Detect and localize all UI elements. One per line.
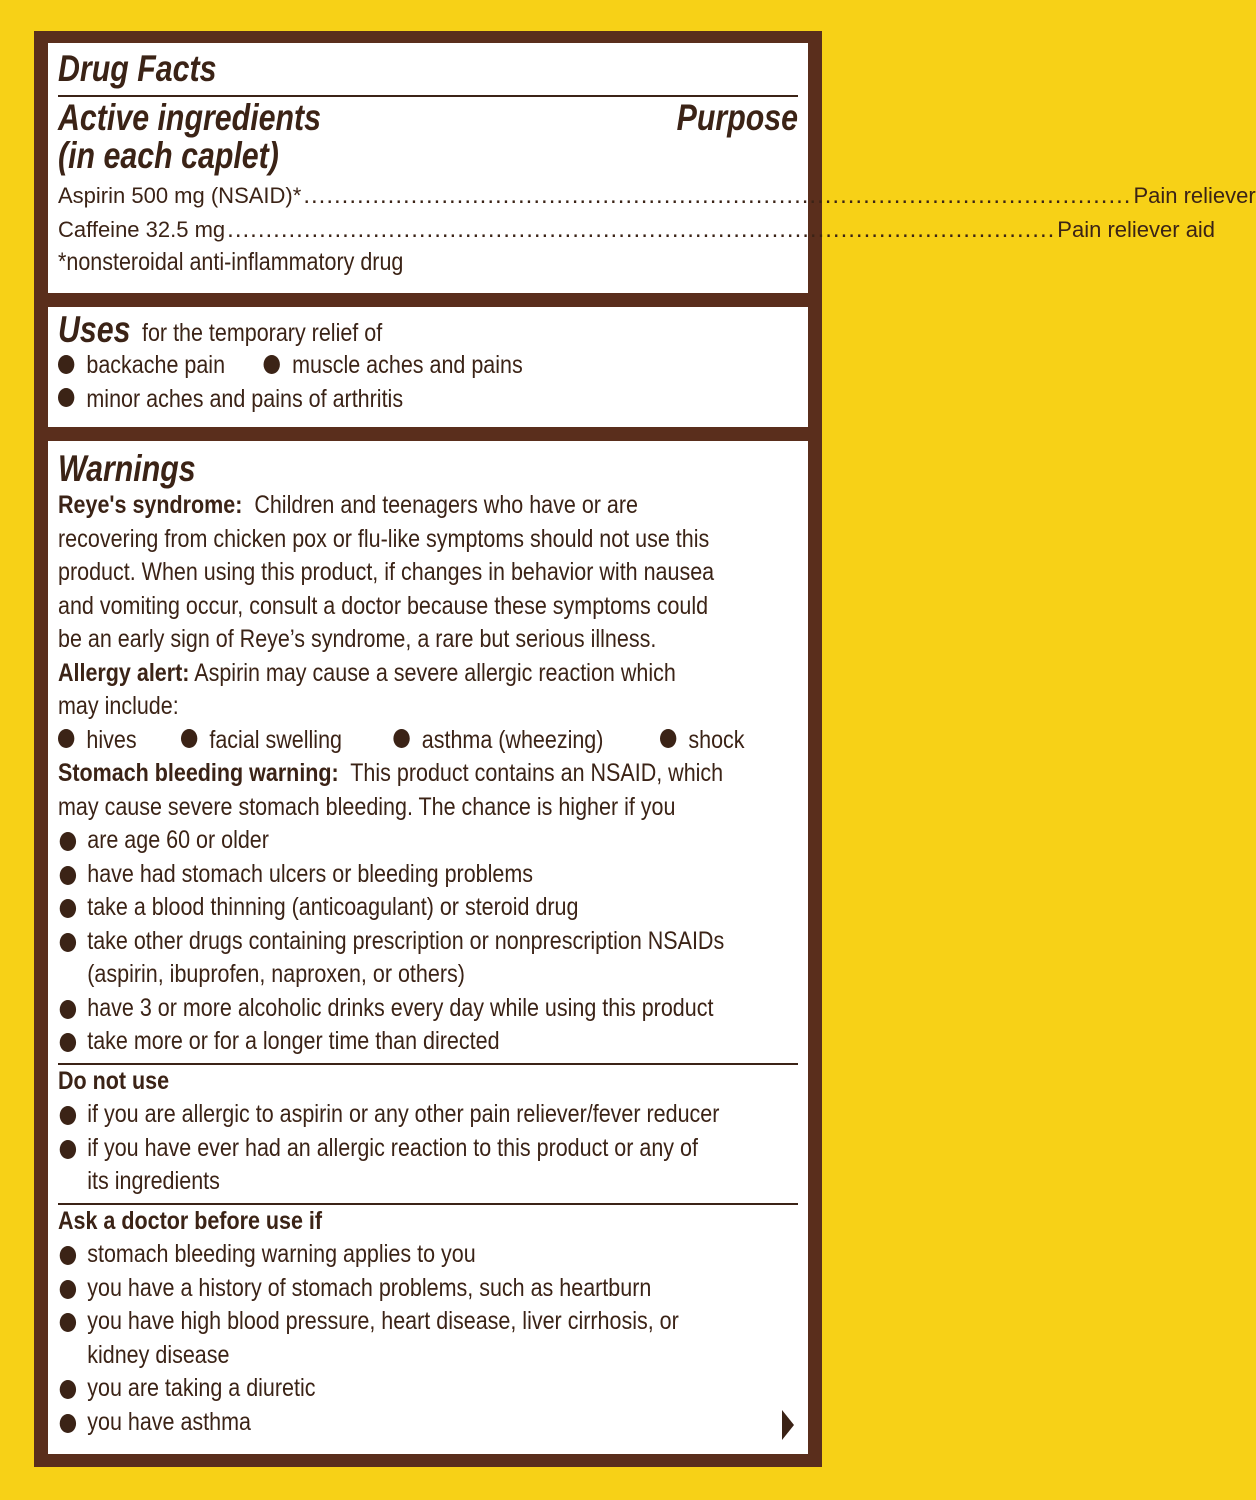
leader-dots: ............................................................................................................: [227, 215, 1056, 243]
allergy-line: [58, 657, 694, 691]
list-item: [58, 1025, 694, 1059]
ingredient-name: Aspirin 500 mg (NSAID)*: [58, 183, 302, 208]
uses-list-row: [58, 383, 694, 417]
bullet-dot-icon: [60, 1380, 76, 1399]
purpose-heading: Purpose: [676, 97, 798, 138]
list-item: muscle aches and pains: [292, 351, 523, 379]
ingredient-purpose: Pain reliever: [1133, 183, 1256, 208]
bullet-dot-icon: [393, 729, 409, 748]
bullet-dot-icon: [58, 729, 74, 748]
do-not-use-heading: Do not use: [58, 1066, 170, 1095]
bullet-dot-icon: [60, 1280, 76, 1299]
reyes-line: [58, 489, 694, 523]
list-item: [58, 1372, 694, 1406]
ingredient-row: [58, 213, 1216, 247]
bullet-dot-icon: [58, 355, 74, 374]
list-item-text: its ingredients: [87, 1167, 220, 1195]
list-item: [58, 1238, 694, 1272]
text-line: may include:: [58, 692, 179, 720]
bullet-dot-icon: [60, 1414, 76, 1433]
list-item: facial swelling: [209, 725, 343, 754]
list-item-continuation: [58, 1165, 694, 1199]
text-line: be an early sign of Reye’s syndrome, a rare but serious illness.: [58, 625, 657, 653]
bullet-dot-icon: [58, 388, 74, 407]
active-ingredients-heading: Active ingredients: [58, 97, 322, 138]
stomach-line: [58, 757, 724, 791]
bullet-dot-icon: [60, 1033, 76, 1052]
list-item: [58, 1406, 694, 1440]
list-item: hives: [86, 725, 137, 754]
list-item-continuation: [58, 958, 694, 992]
bullet-dot-icon: [181, 729, 197, 748]
text-line: and vomiting occur, consult a doctor because these symptoms could: [58, 591, 709, 620]
list-item: [58, 891, 694, 925]
list-item-text: you have a history of stomach problems, such as heartburn: [87, 1273, 652, 1302]
ask-doctor-heading: Ask a doctor before use if: [58, 1206, 323, 1235]
active-ingredients-panel: [48, 43, 1256, 293]
ingredient-name: Caffeine 32.5 mg: [58, 216, 226, 242]
list-item: asthma (wheezing): [421, 725, 604, 754]
footnote: *nonsteroidal anti-inflammatory drug: [58, 248, 404, 276]
drug-facts-frame: [34, 31, 1256, 1467]
bullet-dot-icon: [660, 729, 676, 748]
list-item: [58, 824, 694, 858]
list-item-text: stomach bleeding warning applies to you: [87, 1240, 476, 1268]
bullet-dot-icon: [264, 355, 280, 374]
warnings-title: Warnings: [58, 448, 196, 489]
text-line: may cause severe stomach bleeding. The chance is higher if you: [58, 792, 676, 821]
list-item: [58, 1098, 720, 1132]
drug-facts-title: Drug Facts: [58, 48, 217, 89]
list-item-text: are age 60 or older: [87, 826, 269, 854]
list-item-text: if you have ever had an allergic reaction to this product or any of: [87, 1133, 698, 1162]
list-item-text: if you are allergic to aspirin or any other pain reliever/fever reducer: [87, 1100, 720, 1128]
right-triangle-arrow-icon: [782, 1410, 794, 1440]
list-item: minor aches and pains of arthritis: [86, 384, 404, 413]
ingredient-purpose: Pain reliever aid: [1057, 216, 1216, 242]
active-ingredients-header: [58, 97, 798, 175]
bullet-dot-icon: [60, 899, 76, 918]
uses-intro: for the temporary relief of: [142, 319, 383, 347]
list-item-text: kidney disease: [87, 1340, 230, 1369]
list-item: [58, 992, 714, 1026]
list-item: [58, 1305, 694, 1339]
uses-title: Uses: [58, 309, 131, 350]
list-item-text: you have high blood pressure, heart disease, liver cirrhosis, or: [87, 1307, 679, 1335]
list-item-text: take a blood thinning (anticoagulant) or steroid drug: [87, 893, 579, 921]
bullet-dot-icon: [60, 832, 76, 851]
list-item: [58, 925, 725, 959]
list-item-text: take other drugs containing prescription or nonprescription NSAIDs: [87, 926, 725, 955]
list-item-text: have had stomach ulcers or bleeding problems: [87, 859, 534, 888]
text-line: This product contains an NSAID, which: [350, 759, 724, 787]
list-item: [58, 858, 694, 892]
text-line: Children and teenagers who have or are: [254, 491, 638, 519]
stomach-label: Stomach bleeding warning:: [58, 759, 339, 787]
warnings-panel: [48, 441, 808, 1454]
leader-dots: ............................................................................................................: [303, 182, 1132, 209]
list-item-text: you are taking a diuretic: [87, 1374, 316, 1402]
list-item: [58, 1132, 698, 1166]
bullet-dot-icon: [60, 1313, 76, 1332]
bullet-dot-icon: [60, 1000, 76, 1019]
text-line: product. When using this product, if changes in behavior with nausea: [58, 558, 715, 586]
list-item: backache pain: [86, 351, 226, 379]
bullet-dot-icon: [60, 1106, 76, 1125]
uses-panel: [48, 307, 808, 427]
reyes-label: Reye's syndrome:: [58, 491, 243, 519]
list-item: shock: [688, 725, 745, 754]
list-item-text: (aspirin, ibuprofen, naproxen, or others): [87, 960, 465, 988]
uses-header: [58, 307, 798, 349]
list-item: [58, 1272, 694, 1306]
bullet-dot-icon: [60, 1246, 76, 1265]
list-item-text: take more or for a longer time than directed: [87, 1027, 500, 1055]
bullet-dot-icon: [60, 933, 76, 952]
text-line: Aspirin may cause a severe allergic reaction which: [194, 658, 676, 687]
bullet-dot-icon: [60, 866, 76, 885]
text-line: recovering from chicken pox or flu-like symptoms should not use this: [58, 524, 710, 553]
in-each-caplet-subheading: (in each caplet): [58, 135, 279, 176]
list-item-text: you have asthma: [87, 1407, 251, 1436]
list-item-continuation: [58, 1339, 694, 1373]
allergy-items-row: [58, 724, 745, 758]
ingredient-row: [58, 179, 1256, 213]
bullet-dot-icon: [60, 1140, 76, 1159]
list-item-text: have 3 or more alcoholic drinks every day while using this product: [87, 993, 714, 1022]
uses-list-row: [58, 349, 694, 383]
allergy-label: Allergy alert:: [58, 658, 190, 687]
